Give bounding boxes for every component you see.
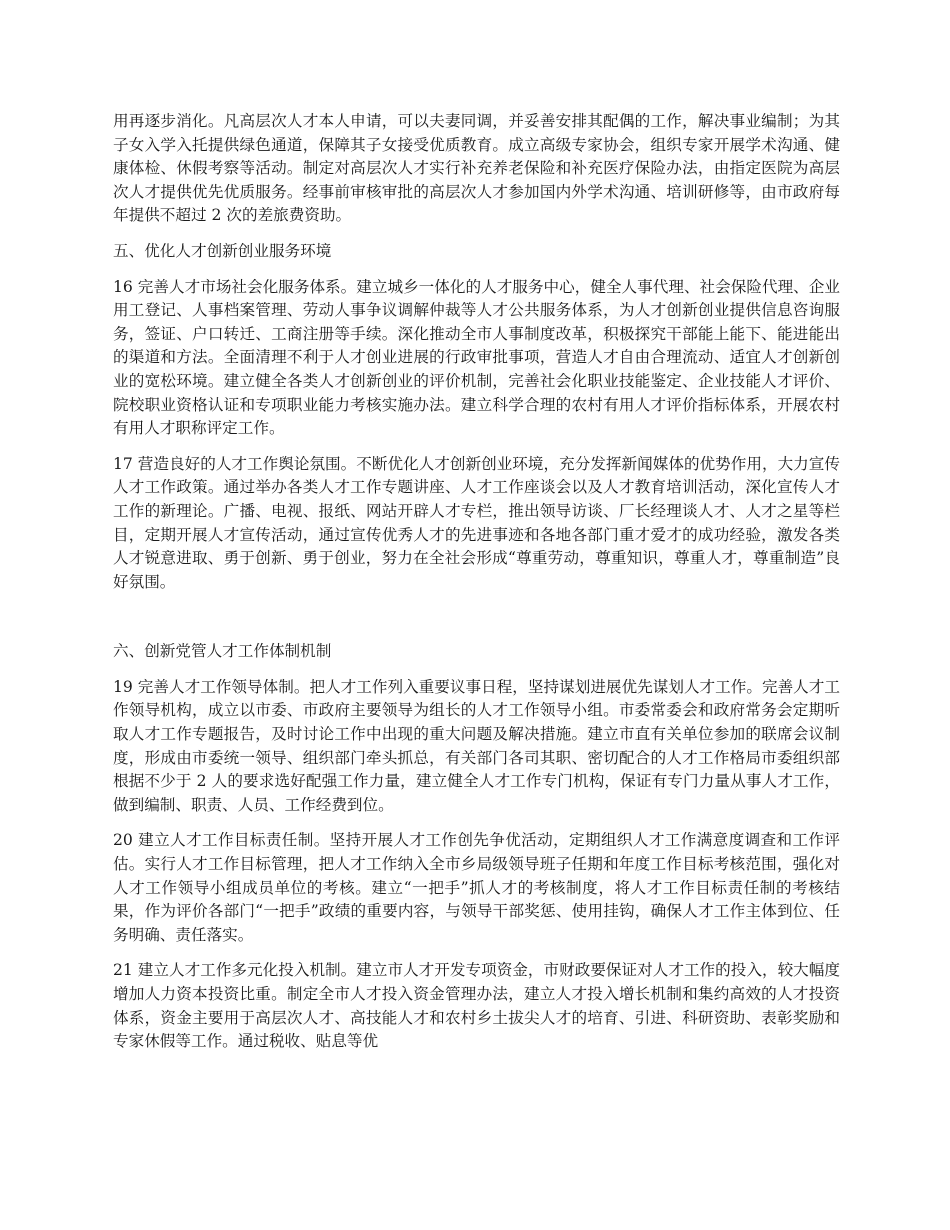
section-heading-5: 五、优化人才创新创业服务环境 [113, 241, 332, 260]
section-gap [113, 606, 840, 640]
paragraph-21: 21 建立人才工作多元化投入机制。建立市人才开发专项资金，市财政要保证对人才工作的投入，较大幅度增加人力资本投资比重。制定全市人才投入资金管理办法，建立人才投入增长机制和集约高效的人才投资体系，资金主要用于高层次人才、高技能人才和农村乡土拔尖人才的培育、引进、科研资助、表彰奖励和专家休假等工作。通过税收、贴息等优 [113, 961, 840, 1051]
paragraph-continuation: 用再逐步消化。凡高层次人才本人申请，可以夫妻同调，并妥善安排其配偶的工作，解决事业编制；为其子女入学入托提供绿色通道，保障其子女接受优质教育。成立高级专家协会，组织专家开展学术沟通、健康体检、休假考察等活动。制定对高层次人才实行补充养老保险和补充医疗保险办法，由指定医院为高层次人才提供优先优质服务。经事前审核审批的高层次人才参加国内外学术沟通、培训研修等，由市政府每年提供不超过 2 次的差旅费资助。 [113, 112, 840, 225]
paragraph-17: 17 营造良好的人才工作舆论氛围。不断优化人才创新创业环境，充分发挥新闻媒体的优势作用，大力宣传人才工作政策。通过举办各类人才工作专题讲座、人才工作座谈会以及人才教育培训活动，深化宣传人才工作的新理论。广播、电视、报纸、网站开辟人才专栏，推出领导访谈、厂长经理谈人才、人才之星等栏目，定期开展人才宣传活动，通过宣传优秀人才的先进事迹和各地各部门重才爱才的成功经验，激发各类人才锐意进取、勇于创新、勇于创业，努力在全社会形成“尊重劳动，尊重知识，尊重人才，尊重制造”良好氛围。 [113, 454, 840, 591]
section-heading-6: 六、创新党管人才工作体制机制 [113, 642, 332, 661]
paragraph-20: 20 建立人才工作目标责任制。坚持开展人才工作创先争优活动，定期组织人才工作满意度调查和工作评估。实行人才工作目标管理，把人才工作纳入全市乡局级领导班子任期和年度工作目标考核范围，强化对人才工作领导小组成员单位的考核。建立“一把手”抓人才的考核制度，将人才工作目标责任制的考核结果，作为评价各部门“一把手”政绩的重要内容，与领导干部奖惩、使用挂钩，确保人才工作主体到位、任务明确、责任落实。 [113, 831, 840, 944]
paragraph-19: 19 完善人才工作领导体制。把人才工作列入重要议事日程，坚持谋划进展优先谋划人才工作。完善人才工作领导机构，成立以市委、市政府主要领导为组长的人才工作领导小组。市委常委会和政府常务会定期听取人才工作专题报告，及时讨论工作中出现的重大问题及解决措施。建立市直有关单位参加的联席会议制度，形成由市委统一领导、组织部门牵头抓总，有关部门各司其职、密切配合的人才工作格局市委组织部根据不少于 2 人的要求选好配强工作力量，建立健全人才工作专门机构，保证有专门力量从事人才工作，做到编制、职责、人员、工作经费到位。 [113, 677, 840, 814]
paragraph-16: 16 完善人才市场社会化服务体系。建立城乡一体化的人才服务中心，健全人事代理、社会保险代理、企业用工登记、人事档案管理、劳动人事争议调解仲裁等人才公共服务体系，为人才创新创业提供信息咨询服务，签证、户口转迁、工商注册等手续。深化推动全市人事制度改革，积极探究干部能上能下、能进能出的渠道和方法。全面清理不利于人才创业进展的行政审批事项，营造人才自由合理流动、适宜人才创新创业的宽松环境。建立健全各类人才创新创业的评价机制，完善社会化职业技能鉴定、企业技能人才评价、院校职业资格认证和专项职业能力考核实施办法。建立科学合理的农村有用人才评价指标体系，开展农村有用人才职称评定工作。 [113, 277, 840, 438]
document-page [113, 110, 840, 1066]
